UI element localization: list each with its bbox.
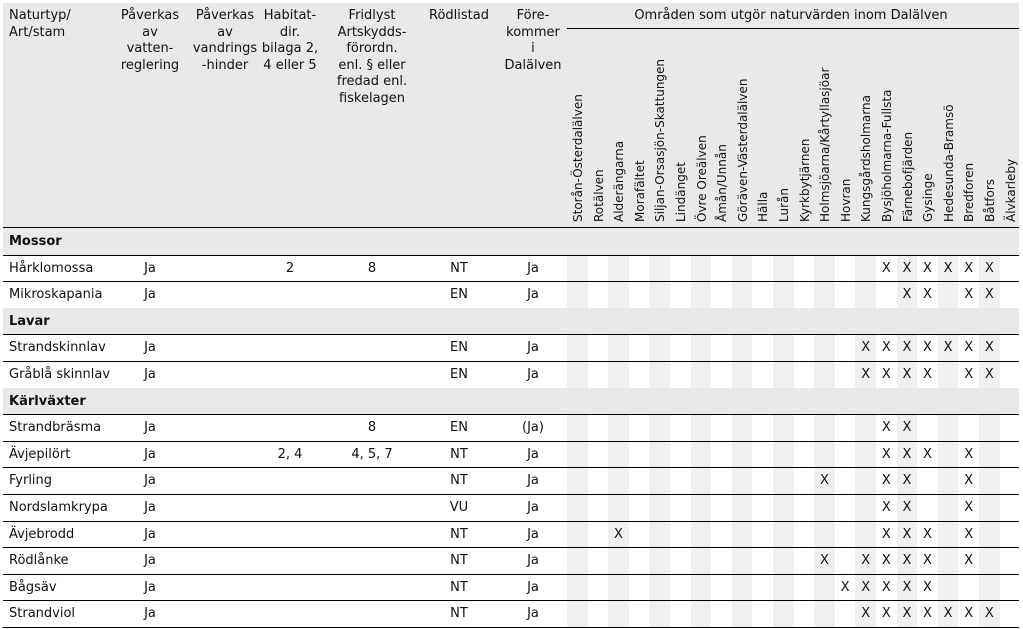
- area-label: Övre Oreälven: [694, 135, 709, 222]
- area-mark: X: [881, 367, 891, 382]
- area-mark: X: [923, 553, 932, 569]
- occurs-value: Ja: [527, 606, 539, 622]
- area-label: Älvkarleby: [1003, 158, 1018, 222]
- area-mark: X: [923, 606, 932, 622]
- occurs-value: Ja: [527, 526, 539, 542]
- header-areas-title: Områden som utgör naturvärden inom Dalälven: [634, 8, 948, 23]
- regulation-value: Ja: [144, 367, 156, 382]
- regulation-value: Ja: [144, 260, 156, 276]
- area-mark: X: [902, 500, 912, 515]
- area-label: Färnebofjärden: [900, 131, 915, 222]
- area-label: Holmsjöarna/Kårtyllasjöar: [818, 67, 833, 222]
- category-row-background: [3, 308, 1019, 335]
- species-name: Ävjebrodd: [9, 526, 75, 542]
- area-label: Kungsgårdsholmarna: [859, 95, 874, 222]
- area-mark: X: [964, 500, 974, 515]
- area-mark: X: [881, 606, 891, 622]
- area-mark: X: [984, 260, 994, 276]
- area-mark: X: [964, 287, 974, 303]
- redlist-value: NT: [450, 260, 468, 276]
- occurs-value: Ja: [527, 260, 539, 276]
- area-label: Storån-Österdalälven: [571, 94, 585, 222]
- area-label: Hovran: [838, 178, 853, 222]
- area-column-band: [691, 228, 712, 627]
- regulation-value: Ja: [144, 553, 156, 569]
- protected-value: 8: [367, 420, 377, 436]
- occurs-value: Ja: [527, 287, 539, 303]
- area-label: Gysinge: [921, 173, 936, 222]
- area-mark: X: [964, 340, 974, 356]
- area-column-band: [567, 228, 588, 627]
- row-border: [3, 494, 1019, 495]
- category-label: Lavar: [9, 313, 50, 329]
- regulation-value: Ja: [144, 446, 156, 462]
- area-mark: X: [902, 606, 912, 622]
- occurs-value: Ja: [527, 553, 539, 569]
- area-mark: X: [943, 606, 953, 622]
- area-label: Morafältet: [632, 160, 647, 222]
- protected-value: 8: [367, 260, 377, 276]
- category-row-background: [3, 228, 1019, 255]
- header-regulation: Påverkas av vatten- reglering: [120, 8, 180, 73]
- area-label: Rotälven: [591, 169, 606, 222]
- area-column-band: [608, 228, 629, 627]
- area-mark: X: [881, 526, 891, 542]
- species-name: Strandviol: [9, 606, 76, 622]
- area-label: Kyrkbytjärnen: [797, 138, 812, 222]
- regulation-value: Ja: [144, 579, 156, 595]
- regulation-value: Ja: [144, 526, 156, 542]
- redlist-value: NT: [450, 473, 468, 489]
- area-mark: X: [861, 606, 871, 622]
- row-border: [3, 441, 1019, 442]
- occurs-value: Ja: [527, 579, 539, 595]
- header-protected: Fridlyst Artskydds- förordn. enl. § eller fredad enl. fiskelagen: [336, 8, 408, 106]
- area-mark: X: [923, 526, 932, 542]
- header-redlist: Rödlistad: [429, 8, 489, 23]
- occurs-value: (Ja): [522, 420, 544, 436]
- area-mark: X: [943, 340, 953, 356]
- regulation-value: Ja: [144, 420, 156, 436]
- species-name: Hårklomossa: [9, 260, 94, 276]
- species-name: Gråblå skinnlav: [9, 367, 111, 382]
- area-mark: X: [902, 553, 912, 569]
- area-mark: X: [964, 367, 974, 382]
- area-label: Bredforen: [962, 162, 977, 222]
- row-border: [3, 334, 1019, 335]
- area-column-band: [938, 228, 959, 627]
- area-label: Båtfors: [983, 178, 997, 222]
- row-border: [3, 547, 1019, 548]
- row-border: [3, 627, 1019, 628]
- regulation-value: Ja: [144, 340, 156, 356]
- area-column-band: [732, 228, 753, 627]
- area-mark: X: [820, 473, 829, 489]
- area-label: Hälla: [756, 191, 771, 222]
- species-name: Strandskinnlav: [9, 340, 106, 356]
- area-mark: X: [881, 340, 891, 356]
- header-habitat: Habitat- dir. bilaga 2, 4 eller 5: [261, 8, 319, 73]
- protected-value: 4, 5, 7: [351, 446, 393, 462]
- occurs-value: Ja: [527, 473, 539, 489]
- row-border: [3, 361, 1019, 362]
- area-mark: X: [964, 606, 974, 622]
- row-border: [3, 574, 1019, 575]
- species-name: Fyrling: [9, 473, 53, 489]
- area-mark: X: [923, 340, 932, 356]
- area-label: Bysjöholmarna-Fullsta: [880, 89, 894, 222]
- area-label: Göräven-Västerdalälven: [735, 78, 750, 222]
- area-mark: X: [923, 367, 932, 382]
- area-mark: X: [964, 446, 974, 462]
- redlist-value: NT: [450, 606, 468, 622]
- area-mark: X: [902, 446, 912, 462]
- species-name: Rödlånke: [9, 553, 69, 569]
- area-mark: X: [923, 260, 932, 276]
- area-mark: X: [881, 420, 891, 436]
- areas-header-divider: [567, 28, 1019, 29]
- area-mark: X: [861, 579, 871, 595]
- category-label: Mossor: [9, 234, 62, 249]
- habitat-value: 2, 4: [277, 446, 303, 462]
- redlist-value: EN: [450, 340, 468, 356]
- header-occurs: Före- kommer i Dalälven: [504, 8, 562, 73]
- regulation-value: Ja: [144, 500, 156, 515]
- area-mark: X: [923, 579, 932, 595]
- redlist-value: EN: [450, 367, 468, 382]
- row-border: [3, 521, 1019, 522]
- area-mark: X: [923, 446, 932, 462]
- area-mark: X: [861, 553, 871, 569]
- area-mark: X: [881, 260, 891, 276]
- row-border: [3, 600, 1019, 601]
- redlist-value: VU: [449, 500, 469, 515]
- redlist-value: NT: [450, 526, 468, 542]
- category-label: Kärlväxter: [9, 393, 86, 409]
- row-border: [3, 281, 1019, 282]
- area-label: Lindänget: [674, 162, 688, 222]
- area-mark: X: [984, 367, 994, 382]
- area-mark: X: [923, 287, 932, 303]
- area-label: Åmån/Unnån: [715, 144, 730, 222]
- area-column-band: [773, 228, 794, 627]
- area-mark: X: [614, 526, 623, 542]
- area-mark: X: [881, 446, 891, 462]
- area-mark: X: [984, 287, 994, 303]
- area-mark: X: [984, 606, 994, 622]
- occurs-value: Ja: [527, 446, 539, 462]
- area-mark: X: [964, 260, 974, 276]
- area-mark: X: [820, 553, 829, 569]
- area-mark: X: [964, 473, 974, 489]
- occurs-value: Ja: [527, 500, 539, 515]
- regulation-value: Ja: [144, 287, 156, 303]
- area-mark: X: [881, 473, 891, 489]
- area-mark: X: [902, 367, 912, 382]
- occurs-value: Ja: [527, 367, 539, 382]
- redlist-value: NT: [450, 446, 468, 462]
- area-mark: X: [902, 526, 912, 542]
- area-column-band: [649, 228, 670, 627]
- area-mark: X: [902, 340, 912, 356]
- row-border: [3, 255, 1019, 256]
- habitat-value: 2: [285, 260, 295, 276]
- area-label: Hedesunda-Bramsö: [941, 104, 956, 222]
- area-mark: X: [964, 526, 974, 542]
- area-mark: X: [902, 287, 912, 303]
- species-name: Strandbräsma: [9, 420, 102, 436]
- regulation-value: Ja: [144, 473, 156, 489]
- redlist-value: NT: [450, 553, 468, 569]
- header-barriers: Påverkas av vandrings -hinder: [192, 8, 258, 73]
- area-label: Lurån: [777, 188, 791, 222]
- area-mark: X: [964, 553, 974, 569]
- area-mark: X: [902, 579, 912, 595]
- area-mark: X: [861, 367, 871, 382]
- redlist-value: NT: [450, 579, 468, 595]
- area-mark: X: [881, 500, 891, 515]
- row-border: [3, 467, 1019, 468]
- area-label: Alderängarna: [612, 140, 627, 222]
- species-name: Nordslamkrypa: [9, 500, 108, 515]
- occurs-value: Ja: [527, 340, 539, 356]
- area-mark: X: [902, 473, 912, 489]
- area-mark: X: [881, 579, 891, 595]
- area-label: Siljan-Orsasjön-Skattungen: [653, 58, 668, 222]
- category-row-background: [3, 388, 1019, 415]
- species-name: Mikroskapania: [9, 287, 103, 303]
- area-mark: X: [840, 579, 850, 595]
- species-name: Ävjepilört: [9, 446, 71, 462]
- area-mark: X: [902, 420, 912, 436]
- redlist-value: EN: [450, 287, 468, 303]
- header-species: Naturtyp/ Art/stam: [9, 8, 71, 40]
- area-mark: X: [902, 260, 912, 276]
- regulation-value: Ja: [144, 606, 156, 622]
- species-name: Bågsäv: [9, 579, 57, 595]
- redlist-value: EN: [450, 420, 468, 436]
- area-mark: X: [861, 340, 871, 356]
- area-mark: X: [943, 260, 953, 276]
- area-mark: X: [984, 340, 994, 356]
- row-border: [3, 414, 1019, 415]
- area-mark: X: [881, 553, 891, 569]
